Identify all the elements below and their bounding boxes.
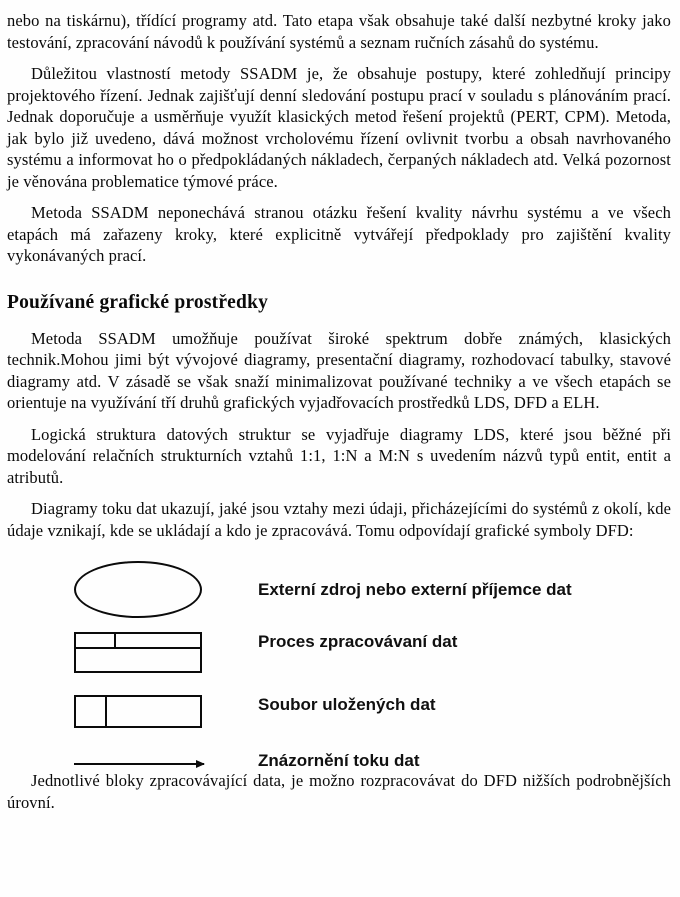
legend-row-datastore: [74, 695, 671, 728]
section-heading: Používané grafické prostředky: [7, 291, 269, 313]
dfd-symbol-label-datastore: Soubor uložených dat: [258, 695, 436, 714]
paragraph-graphic-techniques: Metoda SSADM umožňuje používat široké spektrum dobře známých, klasických technik.Mohou jimi být vývojové diagramy, presentační diagramy, rozhodovací tabulky, stavové diagramy atd. V zásadě se však snaží minimalizovat používané techniky a ve všech etapách se orientuje na využívání tří druhů grafických vyjadřovacích prostředků LDS, DFD a ELH.: [7, 328, 671, 412]
dfd-process-symbol: [74, 632, 202, 673]
paragraph-continuation: nebo na tiskárnu), třídící programy atd. Tato etapa však obsahuje také další nezbytné kroky jako testování, zpracování návodů k používání systémů a seznam ručních zásahů do systému.: [7, 11, 671, 52]
paragraph-ssadm-quality: Metoda SSADM neponechává stranou otázku řešení kvality návrhu systému a ve všech etapách má zařazeny kroky, které explicitně vytvářejí předpoklady pro zajištění kvality vykonávaných prací.: [7, 203, 671, 265]
dfd-symbol-label-external-entity: Externí zdroj nebo externí příjemce dat: [258, 580, 572, 599]
legend-row-dataflow: [74, 751, 671, 770]
paragraph-dfd-intro: Diagramy toku dat ukazují, jaké jsou vztahy mezi údaji, přicházejícími do systémů z okolí, kde údaje vznikají, kde se ukládají a kdo je zpracovává. Tomu odpovídají grafické symboly DFD:: [7, 499, 671, 540]
paragraph-lds-description: Logická struktura datových struktur se vyjadřuje diagramy LDS, které jsou běžné při modelování relačních strukturních vztahů 1:1, 1:N a M:N s uvedením názvů typů entit, entit a atributů.: [7, 424, 671, 487]
paragraph-dfd-levels: Jednotlivé bloky zpracovávající data, je možno rozpracovávat do DFD nižších podrobnějších úrovní.: [7, 771, 671, 812]
dfd-symbol-label-process: Proces zpracovávaní dat: [258, 632, 458, 651]
dfd-datastore-symbol: [74, 695, 202, 728]
legend-row-process: [74, 632, 671, 673]
dfd-symbol-legend: [74, 561, 671, 770]
legend-row-external-entity: [74, 561, 671, 618]
dfd-symbol-label-dataflow: Znázornění toku dat: [258, 751, 420, 770]
dfd-dataflow-arrow-symbol: [74, 763, 204, 765]
dfd-external-entity-symbol: [74, 561, 202, 618]
paragraph-ssadm-project-management: Důležitou vlastností metody SSADM je, že obsahuje postupy, které zohledňují principy projektového řízení. Jednak zajišťují denní sledování postupu prací v souladu s plánováním prací. Jednak doporučuje a usměrňuje využít klasických metod řešení projektů (PERT, CPM). Metoda, jak bylo již uvedeno, dává možnost vrcholovému řízení ovlivnit tvorbu a obsah navrhovaného systému a informovat ho o předpokládaných nákladech, čerpaných nákladech atd. Velká pozornost je věnována problematice týmové práce.: [7, 64, 671, 191]
